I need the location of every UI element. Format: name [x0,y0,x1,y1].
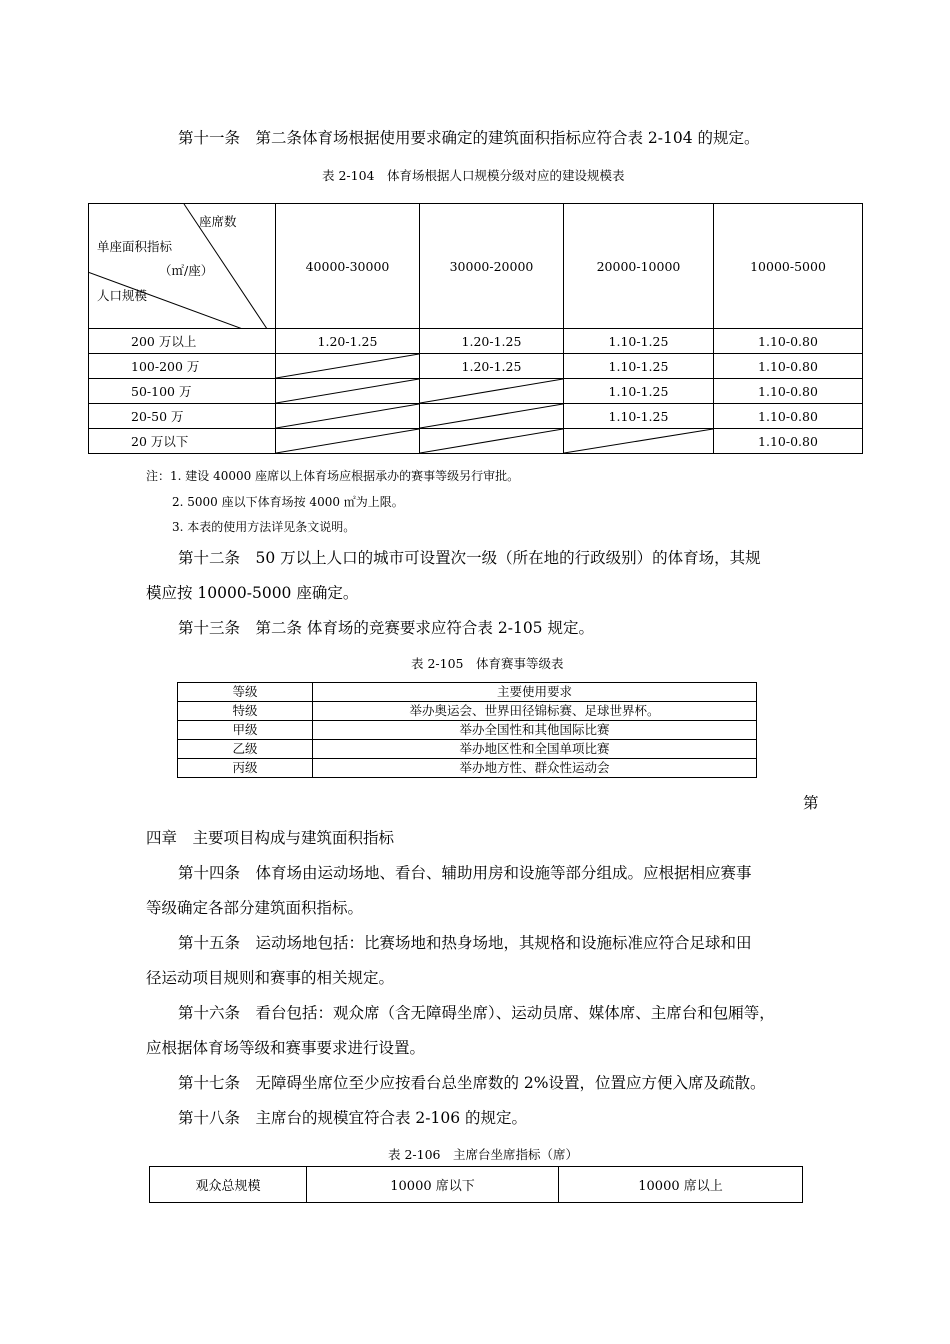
empty-slashed-cell [276,379,420,404]
table-cell: 1.10-1.25 [564,404,714,429]
table-cell: 1.10-1.25 [564,354,714,379]
column-header: 等级 [178,683,313,702]
header-population: 人口规模 [97,288,148,303]
article-11: 第十一条 第二条体育场根据使用要求确定的建筑面积指标应符合表 2-104 的规定。 [178,129,760,147]
article-12-line1: 第十二条 50 万以上人口的城市可设置次一级（所在地的行政级别）的体育场，其规 [178,549,761,567]
table-cell: 举办奥运会、世界田径锦标赛、足球世界杯。 [313,702,757,721]
table-header-row [178,683,757,702]
table-cell: 1.10-0.80 [714,404,863,429]
table-row [178,759,757,778]
table-cell: 举办地区性和全国单项比赛 [313,740,757,759]
table-row [178,721,757,740]
header-seats: 座席数 [199,214,237,229]
chapter-prefix: 第 [803,794,819,812]
row-label: 50-100 万 [89,379,276,404]
column-header: 主要使用要求 [313,683,757,702]
table-cell: 1.10-0.80 [714,354,863,379]
empty-slashed-cell [276,354,420,379]
column-header: 10000-5000 [714,204,863,329]
table-cell: 甲级 [178,721,313,740]
table-row [89,379,863,404]
empty-slashed-cell [564,429,714,454]
article-16-line1: 第十六条 看台包括：观众席（含无障碍坐席）、运动员席、媒体席、主席台和包厢等， [178,1004,775,1022]
article-17: 第十七条 无障碍坐席位至少应按看台总坐席数的 2%设置，位置应方便入席及疏散。 [178,1074,766,1092]
table-cell: 1.10-1.25 [564,329,714,354]
table-104-note-1: 注：1. 建设 40000 座席以上体育场应根据承办的赛事等级另行审批。 [146,469,520,483]
table-cell: 1.10-0.80 [714,329,863,354]
table-104-note-3: 3. 本表的使用方法详见条文说明。 [172,520,356,534]
table-104-header-corner [89,204,276,329]
article-16-line2: 应根据体育场等级和赛事要求进行设置。 [146,1039,426,1057]
table-104 [88,203,863,454]
table-cell: 10000 席以上 [559,1167,803,1203]
table-104-note-2: 2. 5000 座以下体育场按 4000 ㎡为上限。 [172,495,404,509]
empty-slashed-cell [276,404,420,429]
column-header: 20000-10000 [564,204,714,329]
table-cell: 1.10-1.25 [564,379,714,404]
article-15-line2: 径运动项目规则和赛事的相关规定。 [146,969,395,987]
table-106 [149,1166,803,1203]
table-cell: 1.20-1.25 [420,329,564,354]
table-cell: 乙级 [178,740,313,759]
table-cell: 特级 [178,702,313,721]
table-cell: 1.20-1.25 [420,354,564,379]
table-cell: 1.10-0.80 [714,379,863,404]
table-105 [177,682,757,778]
table-row [150,1167,803,1203]
table-row [89,354,863,379]
table-row [89,329,863,354]
row-label: 20-50 万 [89,404,276,429]
article-18: 第十八条 主席台的规模宜符合表 2-106 的规定。 [178,1109,528,1127]
empty-slashed-cell [276,429,420,454]
article-12-line2: 模应按 10000-5000 座确定。 [146,584,359,602]
table-row [178,702,757,721]
empty-slashed-cell [420,379,564,404]
article-15-line1: 第十五条 运动场地包括：比赛场地和热身场地，其规格和设施标准应符合足球和田 [178,934,752,952]
chapter-title: 四章 主要项目构成与建筑面积指标 [146,829,395,847]
table-104-caption: 表 2-104 体育场根据人口规模分级对应的建设规模表 [322,168,625,183]
empty-slashed-cell [420,429,564,454]
table-cell: 举办全国性和其他国际比赛 [313,721,757,740]
column-header: 30000-20000 [420,204,564,329]
table-cell: 观众总规模 [150,1167,307,1203]
table-cell: 1.20-1.25 [276,329,420,354]
column-header: 40000-30000 [276,204,420,329]
row-label: 200 万以上 [89,329,276,354]
row-label: 20 万以下 [89,429,276,454]
empty-slashed-cell [420,404,564,429]
row-label: 100-200 万 [89,354,276,379]
table-cell: 1.10-0.80 [714,429,863,454]
table-row [178,740,757,759]
table-row [89,404,863,429]
table-105-caption: 表 2-105 体育赛事等级表 [411,656,564,671]
article-14-line1: 第十四条 体育场由运动场地、看台、辅助用房和设施等部分组成。应根据相应赛事 [178,864,752,882]
header-unit: （㎡/座） [159,263,214,278]
header-area-index: 单座面积指标 [97,239,173,254]
table-row [89,429,863,454]
article-14-line2: 等级确定各部分建筑面积指标。 [146,899,364,917]
table-cell: 丙级 [178,759,313,778]
table-106-caption: 表 2-106 主席台坐席指标（席） [388,1147,579,1162]
table-cell: 10000 席以下 [307,1167,559,1203]
table-cell: 举办地方性、群众性运动会 [313,759,757,778]
article-13: 第十三条 第二条 体育场的竞赛要求应符合表 2-105 规定。 [178,619,594,637]
